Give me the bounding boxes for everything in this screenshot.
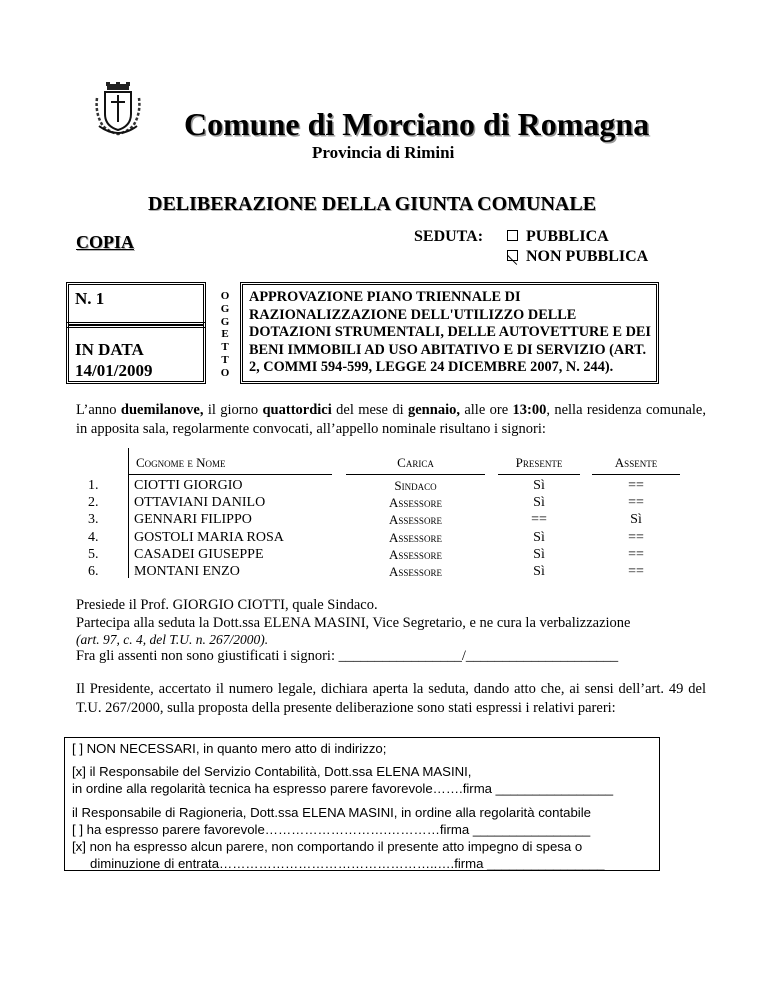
province-subtitle: Provincia di Rimini [312, 143, 455, 162]
row-names [134, 477, 284, 580]
table-row: OTTAVIANI DANILO [134, 495, 266, 511]
opinion-accounting-favorable: [ ] ha espresso parere favorevole……………………….…………firma ________________ [72, 822, 591, 837]
municipality-title: Comune di Morciano di Romagna [184, 106, 650, 142]
row-present: Sì Sì == Sì Sì Sì [531, 478, 547, 580]
subject-text: APPROVAZIONE PIANO TRIENNALE DI RAZIONALIZZAZIONE DELL'UTILIZZO DELLE DOTAZIONI STRUMENTALI, DELLE AUTOVETTURE E DEI BENI IMMOBILI AD USO ABITATIVO E DI SERVIZIO (ART. 2, COMMI 594-599, LEGGE 24 DICEMBRE 2007, N. 244). [249, 289, 651, 376]
quorum-paragraph: Il Presidente, accertato il numero legale, dichiara aperta la seduta, dando atto che, ai sensi dell’art. 49 del T.U. 267/2000, sulla proposta della presente deliberazione sono stati espressi i relativi pareri: [76, 681, 706, 716]
opinion-accounting-none-cont: diminuzione di entrata…………………………………………..….firma ________________ [90, 856, 605, 871]
secretary-text: Partecipa alla seduta la Dott.ssa ELENA MASINI, Vice Segretario, e ne cura la verbalizzazione [76, 615, 631, 631]
public-checkbox [507, 230, 518, 241]
copy-label: COPIA [76, 232, 134, 252]
secretary-reference: (art. 97, c. 4, del T.U. n. 267/2000). [76, 632, 269, 647]
date-label: IN DATA [75, 340, 144, 359]
opinion-accounting-line1: il Responsabile di Ragioneria, Dott.ssa ELENA MASINI, in ordine alla regolarità contabile [72, 805, 591, 820]
intro-paragraph: L’anno duemilanove, il giorno quattordici del mese di gennaio, alle ore 13:00, nella residenza comunale, in apposita sala, regolarmente convocati, all’appello nominale risultano i signori: [76, 402, 706, 437]
table-row: GOSTOLI MARIA ROSA [134, 529, 284, 545]
opinion-technical-line2: in ordine alla regolarità tecnica ha espresso parere favorevole…….firma ________________ [72, 781, 614, 796]
header-rule [346, 474, 485, 475]
header-rule [498, 474, 580, 475]
table-row: GENNARI FILIPPO [134, 512, 252, 528]
session-option-non-public: NON PUBBLICA [507, 248, 648, 266]
deliberation-number: N. 1 [75, 289, 105, 308]
row-roles: Sindaco Assessore Assessore Assessore Assessore Assessore [389, 478, 442, 580]
table-vertical-rule [128, 448, 129, 578]
row-absent: == == Sì == == == [628, 478, 644, 580]
table-row: CASADEI GIUSEPPE [134, 546, 264, 562]
header-rule [128, 474, 332, 475]
opinion-accounting-none: [x] non ha espresso alcun parere, non comportando il presente atto impegno di spesa o [72, 839, 583, 854]
column-header-role: Carica [397, 455, 434, 470]
subject-box [240, 282, 659, 384]
opinion-technical-line1: [x] il Responsabile del Servizio Contabilità, Dott.ssa ELENA MASINI, [72, 764, 472, 779]
header-rule [592, 474, 680, 475]
presiding-text: Presiede il Prof. GIORGIO CIOTTI, quale Sindaco. [76, 597, 378, 613]
table-row: MONTANI ENZO [134, 564, 240, 580]
coat-of-arms-icon [93, 82, 143, 136]
oggetto-vertical-label: O G G E T T O [220, 290, 230, 379]
opinions-box [64, 737, 660, 871]
column-header-absent: Assente [614, 455, 658, 470]
column-header-name: Cognome e Nome [136, 455, 226, 470]
date-box [66, 322, 206, 384]
absent-unjustified-text: Fra gli assenti non sono giustificati i signori: _________________/_____________________ [76, 648, 619, 664]
non-public-checkbox [507, 250, 518, 261]
column-header-present: Presente [515, 455, 563, 470]
date-value: 14/01/2009 [75, 361, 153, 380]
opinion-not-necessary: [ ] NON NECESSARI, in quanto mero atto di indirizzo; [72, 741, 387, 756]
table-row: CIOTTI GIORGIO [134, 478, 243, 493]
deliberation-title: DELIBERAZIONE DELLA GIUNTA COMUNALE [148, 193, 597, 215]
session-option-public: PUBBLICA [507, 228, 609, 246]
row-numbers: 1. 2. 3. 4. 5. 6. [88, 478, 99, 580]
session-label: SEDUTA: [414, 228, 484, 245]
